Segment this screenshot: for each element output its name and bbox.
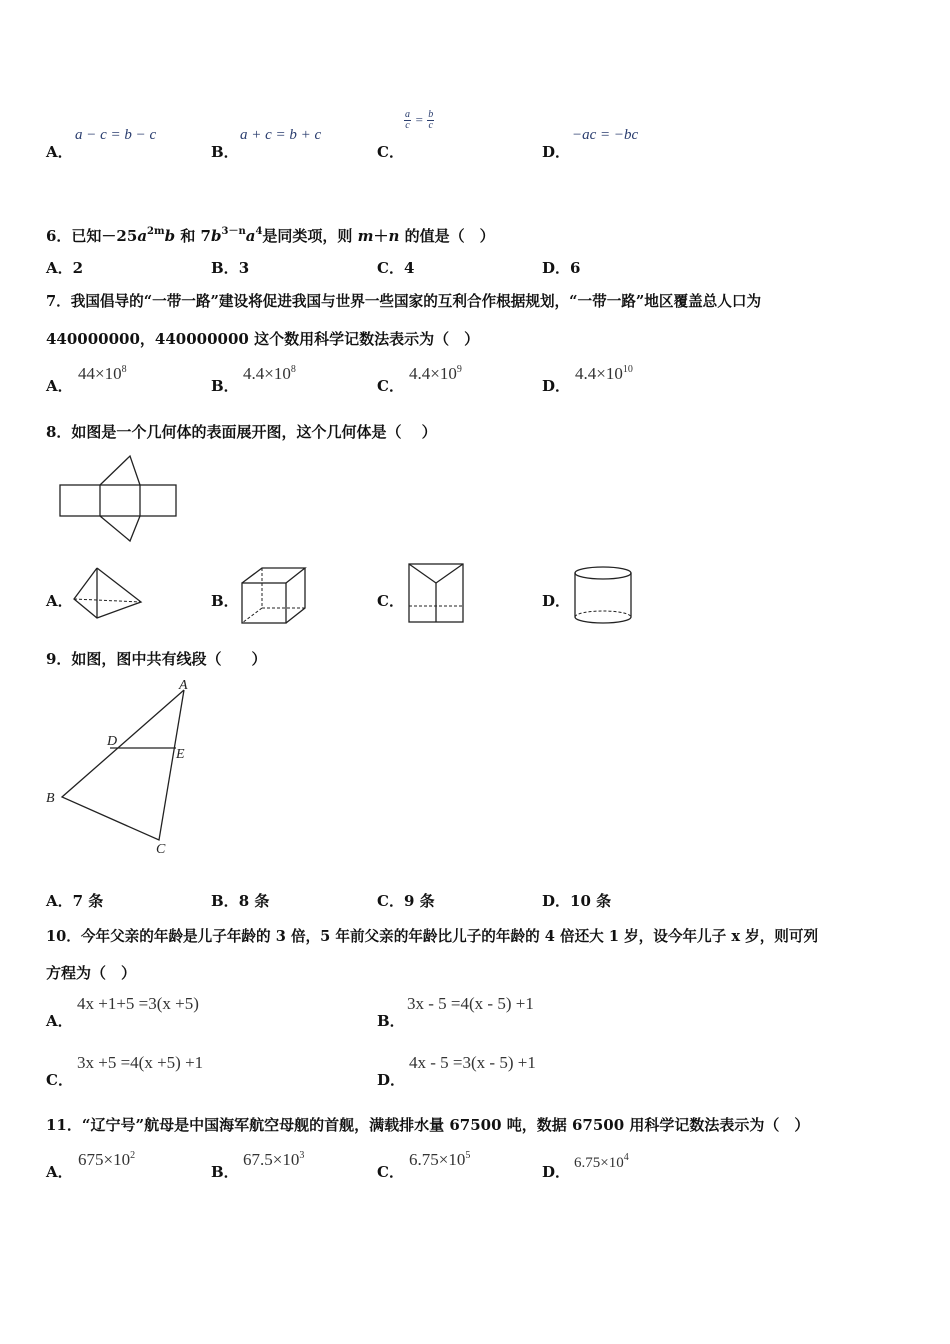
q7-stem-line2: 440000000，440000000 这个数用科学记数法表示为（ ） <box>46 330 480 348</box>
q6-option-b[interactable]: B．3 <box>211 259 250 277</box>
q8-option-d-cylinder[interactable] <box>570 563 636 627</box>
q10-option-a-label[interactable]: A． <box>46 1012 73 1030</box>
q8-net-top-triangle <box>100 456 140 485</box>
q6-option-a[interactable]: A．2 <box>46 259 84 277</box>
q8-net-figure <box>58 453 180 543</box>
q5-option-c-expr: $\frac{a}{c}$ = $\frac{b}{c}$ <box>405 109 434 131</box>
q11-option-c-label[interactable]: C． <box>377 1163 404 1181</box>
q5-option-c-label[interactable]: C． <box>377 143 404 161</box>
q9-point-b: B <box>46 791 55 806</box>
q9-stem: 9．如图，图中共有线段（ ） <box>46 650 267 668</box>
q9-triangle-figure <box>42 674 202 860</box>
q7-option-c-label[interactable]: C． <box>377 377 404 395</box>
q7-option-b-expr: $4.4\times 10^8$ <box>243 364 296 383</box>
q11-option-a-expr: $675\times 10^2$ <box>78 1150 136 1169</box>
q9-option-c[interactable]: C．9 条 <box>377 892 435 910</box>
q10-stem-line2: 方程为（ ） <box>46 964 137 982</box>
q8-net-bottom-triangle <box>100 516 140 541</box>
q10-stem-line1: 10．今年父亲的年龄是儿子年龄的 3 倍，5 年前父亲的年龄比儿子的年龄的 4 倍还大 1 岁，设今年儿子 x 岁，则可列 <box>46 928 819 945</box>
q8-option-d-label[interactable]: D． <box>542 592 571 610</box>
q10-option-c-label[interactable]: C． <box>46 1071 73 1089</box>
q7-option-c-expr: $4.4\times 10^9$ <box>409 364 462 383</box>
q6-option-c[interactable]: C．4 <box>377 259 415 277</box>
q6-option-d[interactable]: D．6 <box>542 259 581 277</box>
q9-point-a: A <box>179 678 188 693</box>
q5-option-b-label[interactable]: B． <box>211 143 239 161</box>
q9-point-d: D <box>107 734 118 749</box>
q7-option-a-expr: $44\times 10^8$ <box>78 364 127 383</box>
q10-option-b-expr: 3x - 5 =4(x - 5) +1 <box>407 994 534 1013</box>
q9-option-d[interactable]: D．10 条 <box>542 892 612 910</box>
q7-option-b-label[interactable]: B． <box>211 377 239 395</box>
q6-stem: 6．已知$-25a^{2m}b$ 和 $7b^{3-n}a^4$是同类项，则 m＋n 的值是（ ） <box>46 226 495 245</box>
q8-option-a-pyramid[interactable] <box>70 565 145 625</box>
q7-stem-line1: 7．我国倡导的“一带一路”建设将促进我国与世界一些国家的互利合作根据规划，“一带一路”地区覆盖总人口为 <box>46 293 762 310</box>
q8-option-b-cube[interactable] <box>238 565 310 627</box>
q9-option-a[interactable]: A．7 条 <box>46 892 104 910</box>
q11-option-a-label[interactable]: A． <box>46 1163 73 1181</box>
q5-option-d-label[interactable]: D． <box>542 143 571 161</box>
q7-option-d-expr: $4.4\times 10^{10}$ <box>575 364 633 383</box>
q8-option-c-label[interactable]: C． <box>377 592 404 610</box>
q5-option-b-expr: a + c = b + c <box>240 127 322 143</box>
q10-option-d-expr: 4x - 5 =3(x - 5) +1 <box>409 1053 536 1072</box>
q5-option-a-label[interactable]: A． <box>46 143 73 161</box>
q11-option-c-expr: $6.75\times 10^5$ <box>409 1150 471 1169</box>
q9-triangle-abc <box>62 690 184 840</box>
q5-option-a-expr: a − c = b − c <box>75 127 157 143</box>
q8-option-c-prism[interactable] <box>405 561 467 627</box>
q10-option-d-label[interactable]: D． <box>377 1071 406 1089</box>
q11-option-d-label[interactable]: D． <box>542 1163 571 1181</box>
q9-point-e: E <box>176 747 185 762</box>
q10-option-b-label[interactable]: B． <box>377 1012 405 1030</box>
q7-option-a-label[interactable]: A． <box>46 377 73 395</box>
q8-net-rectangles <box>60 485 176 516</box>
q9-point-c: C <box>156 842 166 857</box>
q8-option-b-label[interactable]: B． <box>211 592 239 610</box>
q7-option-d-label[interactable]: D． <box>542 377 571 395</box>
q11-stem: 11．“辽宁号”航母是中国海军航空母舰的首舰，满载排水量 67500 吨，数据 67500 用科学记数法表示为（ ） <box>46 1116 810 1134</box>
q10-option-a-expr: 4x +1+5 =3(x +5) <box>77 994 199 1013</box>
q11-option-d-expr: $6.75\times 10^4$ <box>574 1152 629 1171</box>
q10-option-c-expr: 3x +5 =4(x +5) +1 <box>77 1053 204 1072</box>
q8-stem: 8．如图是一个几何体的表面展开图，这个几何体是（ ） <box>46 423 437 441</box>
q11-option-b-label[interactable]: B． <box>211 1163 239 1181</box>
q11-option-b-expr: $67.5\times 10^3$ <box>243 1150 305 1169</box>
q5-option-d-expr: −ac = −bc <box>572 127 639 143</box>
q9-option-b[interactable]: B．8 条 <box>211 892 270 910</box>
q8-option-a-label[interactable]: A． <box>46 592 73 610</box>
